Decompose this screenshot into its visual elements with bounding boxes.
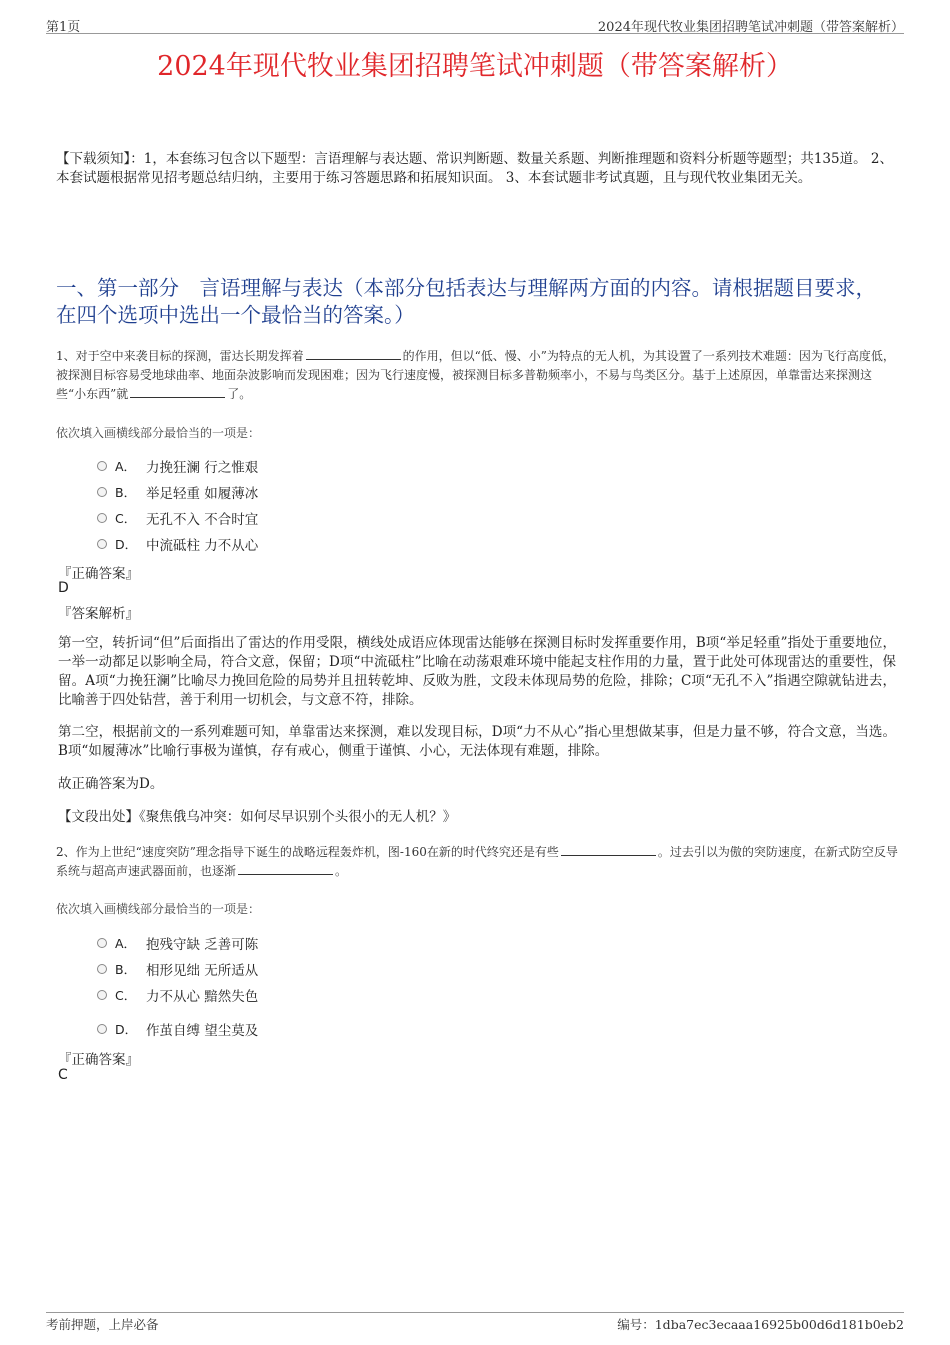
page-footer [46, 1312, 904, 1332]
question-2-option-c[interactable]: C． 力不从心 黯然失色 [97, 985, 258, 1005]
analysis-paragraph-2: 第二空，根据前文的一系列难题可知，单靠雷达来探测，难以发现目标，D项“力不从心”指心里想做某事，但是力量不够，符合文意，当选。B项“如履薄冰”比喻行事极为谨慎，存有戒心，侧重于谨慎、小心，无法体现有难题，排除。 [58, 724, 896, 759]
page-header [46, 14, 904, 34]
question-1-instruction: 依次填入画横线部分最恰当的一项是： [56, 426, 261, 440]
question-1-option-d[interactable]: D． 中流砥柱 力不从心 [97, 534, 258, 554]
fill-blank [238, 863, 333, 875]
radio-icon[interactable] [97, 487, 107, 497]
question-1-option-b[interactable]: B． 举足轻重 如履薄冰 [97, 482, 258, 502]
radio-icon[interactable] [97, 539, 107, 549]
fill-blank [306, 348, 401, 360]
answer-label: 『正确答案』 [58, 566, 139, 582]
analysis-paragraph-1: 第一空，转折词“但”后面指出了雷达的作用受限，横线处成语应体现雷达能够在探测目标时发挥重要作用，B项“举足轻重”指处于重要地位，一举一动都足以影响全局，符合文意，保留；D项“中流砥柱”比喻在动荡艰难环境中能起支柱作用的力量，置于此处可体现雷达的重要性，保留。A项“力挽狂澜”比喻尽力挽回危险的局势并且扭转乾坤、反败为胜，文段未体现局势的危险，排除；C项“无孔不入”指遇空隙就钻进去，比喻善于四处钻营，善于利用一切机会，与文意不符，排除。 [58, 635, 896, 708]
question-2-option-a[interactable]: A． 抱残守缺 乏善可陈 [97, 933, 258, 953]
analysis-conclusion: 故正确答案为D。 [58, 776, 164, 792]
radio-icon[interactable] [97, 461, 107, 471]
radio-icon[interactable] [97, 990, 107, 1000]
download-notice: 【下载须知】：1，本套练习包含以下题型：言语理解与表达题、常识判断题、数量关系题、判断推理题和资料分析题等题型；共135道。 2、本套试题根据常见招考题总结归纳，主要用于练习答题思路和拓展知识面。 3、本套试题非考试真题，且与现代牧业集团无关。 [56, 151, 893, 186]
radio-icon[interactable] [97, 938, 107, 948]
document-title: 2024年现代牧业集团招聘笔试冲刺题（带答案解析） [157, 51, 793, 82]
radio-icon[interactable] [97, 1024, 107, 1034]
fill-blank [130, 386, 225, 398]
radio-icon[interactable] [97, 513, 107, 523]
question-2-instruction: 依次填入画横线部分最恰当的一项是： [56, 902, 261, 916]
question-2-option-d[interactable]: D． 作茧自缚 望尘莫及 [97, 1019, 258, 1039]
question-1-text: 1、对于空中来袭目标的探测，雷达长期发挥着 的作用，但以“低、慢、小”为特点的无人机，为其设置了一系列技术难题：因为飞行高度低，被探测目标容易受地球曲率、地面杂波影响而发现困难；因为飞行速度慢，被探测目标多普勒频率小，不易与鸟类区分。基于上述原因，单靠雷达来探测这些“小东西”就 了。 [56, 349, 895, 401]
question-2-text: 2、作为上世纪“速度突防”理念指导下诞生的战略远程轰炸机，图-160在新的时代终究还是有些 。过去引以为傲的突防速度，在新式防空反导系统与超高声速武器面前，也逐渐 。 [56, 845, 898, 878]
page-number: 第1页 [46, 20, 81, 35]
section-title: 一、第一部分 言语理解与表达（本部分包括表达与理解两方面的内容。请根据题目要求，在四个选项中选出一个最恰当的答案。） [56, 276, 876, 327]
answer-value: D [58, 580, 69, 596]
header-doc-title: 2024年现代牧业集团招聘笔试冲刺题（带答案解析） [597, 20, 904, 35]
footer-slogan: 考前押题，上岸必备 [46, 1317, 159, 1332]
fill-blank [561, 844, 656, 856]
radio-icon[interactable] [97, 964, 107, 974]
answer-label: 『正确答案』 [58, 1052, 139, 1068]
analysis-label: 『答案解析』 [58, 606, 139, 622]
document-code: 编号：1dba7ec3ecaaa16925b00d6d181b0eb2 [617, 1317, 904, 1332]
passage-source: 【文段出处】《聚焦俄乌冲突：如何尽早识别个头很小的无人机？》 [58, 809, 457, 825]
answer-value: C [58, 1067, 68, 1083]
question-1-option-a[interactable]: A． 力挽狂澜 行之惟艰 [97, 456, 258, 476]
question-1-option-c[interactable]: C． 无孔不入 不合时宜 [97, 508, 258, 528]
question-2-option-b[interactable]: B． 相形见绌 无所适从 [97, 959, 258, 979]
